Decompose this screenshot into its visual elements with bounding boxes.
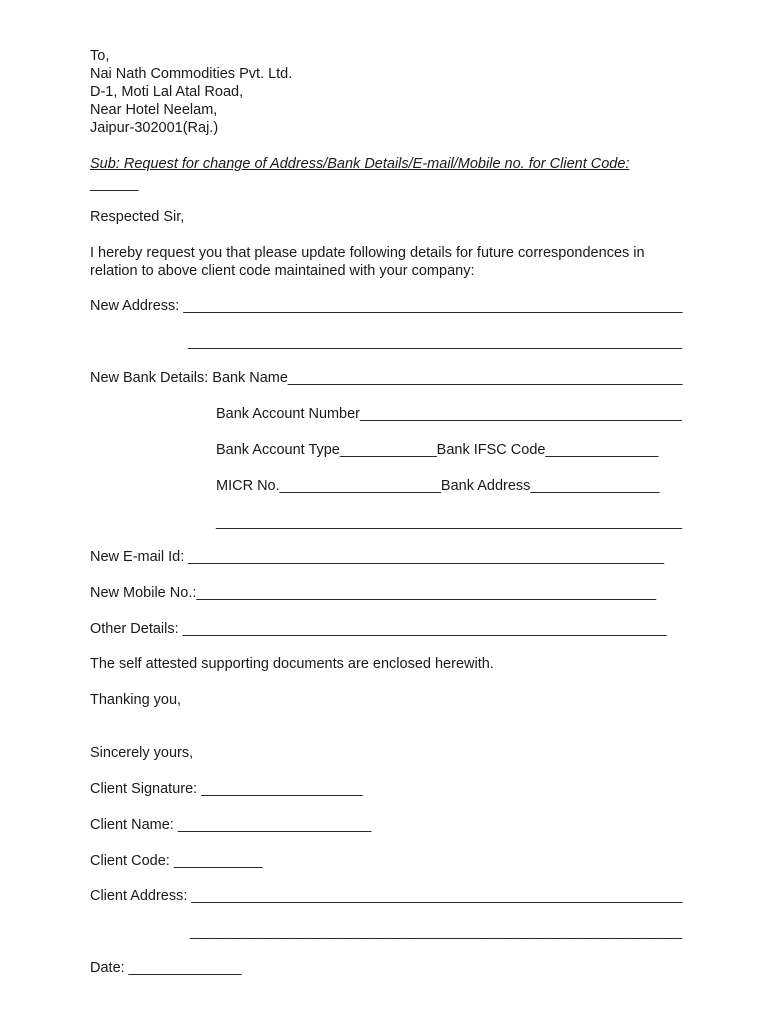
bank-account-number-field[interactable]: Bank Account Number________________________________________ <box>216 406 682 422</box>
thanking-you: Thanking you, <box>90 692 182 708</box>
new-mobile-field[interactable]: New Mobile No.:_________________________________________________________ <box>90 585 657 601</box>
bank-name-field[interactable]: New Bank Details: Bank Name_________________________________________________ <box>90 370 683 386</box>
date-field[interactable]: Date: ______________ <box>90 960 242 976</box>
enclosure-note: The self attested supporting documents are enclosed herewith. <box>90 656 494 672</box>
new-address-continuation[interactable]: ______________________________________________________________ <box>188 334 682 350</box>
salutation: Respected Sir, <box>90 209 185 225</box>
address-to: To, <box>90 48 110 64</box>
micr-bank-address-field[interactable]: MICR No.____________________Bank Address________________ <box>216 478 660 494</box>
address-city: Jaipur-302001(Raj.) <box>90 120 219 136</box>
bank-account-type-ifsc-field[interactable]: Bank Account Type____________Bank IFSC Code______________ <box>216 442 659 458</box>
address-line2: Near Hotel Neelam, <box>90 102 218 118</box>
new-email-field[interactable]: New E-mail Id: ___________________________________________________________ <box>90 549 665 565</box>
client-name-field[interactable]: Client Name: ________________________ <box>90 817 372 833</box>
address-company: Nai Nath Commodities Pvt. Ltd. <box>90 66 293 82</box>
client-address-continuation[interactable]: _____________________________________________________________ <box>190 924 682 940</box>
client-code-field[interactable]: Client Code: ___________ <box>90 853 263 869</box>
other-details-field[interactable]: Other Details: ____________________________________________________________ <box>90 621 667 637</box>
bank-address-continuation[interactable]: ______________________________________________________________ <box>216 514 682 530</box>
body-line2: relation to above client code maintained with your company: <box>90 263 475 279</box>
sincerely-yours: Sincerely yours, <box>90 745 194 761</box>
address-line1: D-1, Moti Lal Atal Road, <box>90 84 244 100</box>
client-signature-field[interactable]: Client Signature: ____________________ <box>90 781 363 797</box>
body-line1: I hereby request you that please update following details for future correspondences in <box>90 245 645 261</box>
new-address-field[interactable]: New Address: ______________________________________________________________ <box>90 298 683 314</box>
client-address-field[interactable]: Client Address: _____________________________________________________________ <box>90 888 683 904</box>
subject-client-code-blank: ______ <box>90 176 139 192</box>
subject-line: Sub: Request for change of Address/Bank Details/E-mail/Mobile no. for Client Code: <box>90 156 630 172</box>
